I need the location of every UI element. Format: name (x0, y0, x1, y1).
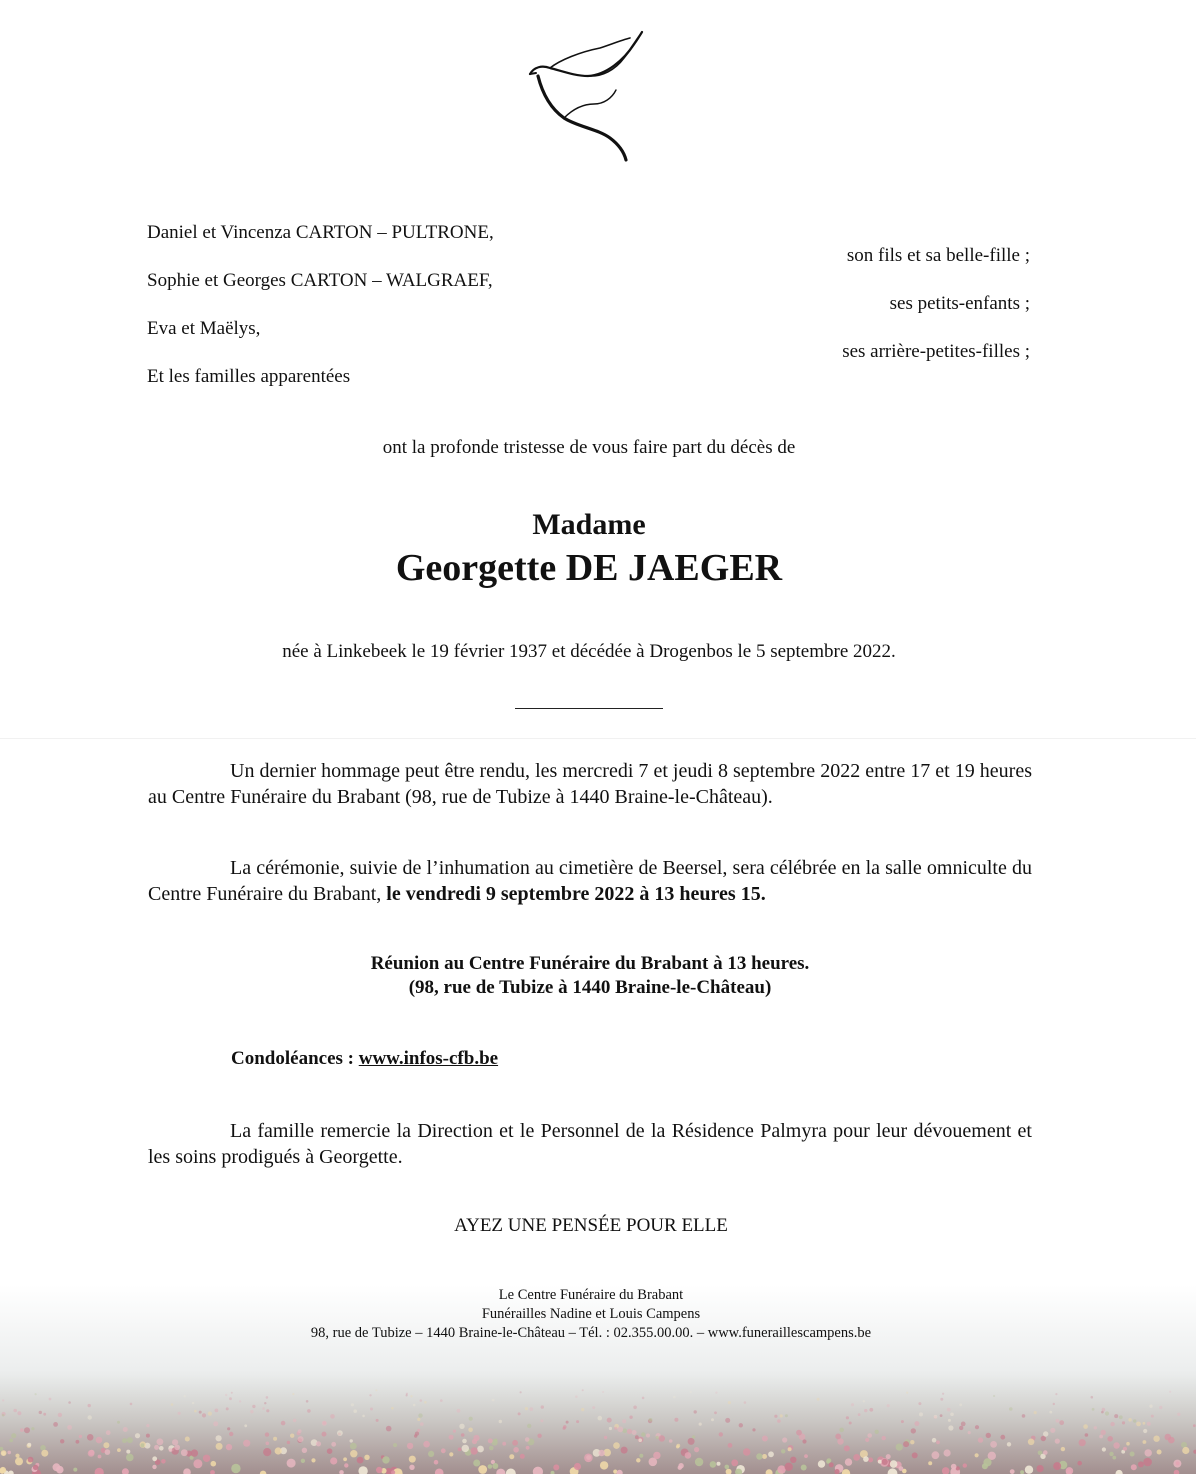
dove-icon (520, 30, 650, 165)
page-fold (0, 738, 1196, 739)
ceremonie-paragraph (148, 855, 1032, 907)
separator-line (515, 708, 663, 709)
relation-line-2: ses petits-enfants ; (889, 293, 1030, 314)
relation-line-1: son fils et sa belle-fille ; (846, 245, 1030, 266)
birth-death-dates: née à Linkebeek le 19 février 1937 et décédée à Drogenbos le 5 septembre 2022. (282, 641, 896, 662)
family-line-2: Sophie et Georges CARTON – WALGRAEF, (147, 270, 493, 291)
reunion-line-2: (98, rue de Tubize à 1440 Braine-le-Château) (408, 977, 772, 998)
hommage-paragraph (148, 758, 1032, 810)
family-line-1: Daniel et Vincenza CARTON – PULTRONE, (147, 222, 494, 243)
intro-text: ont la profonde tristesse de vous faire part du décès de (382, 437, 796, 458)
family-line-3: Eva et Maëlys, (147, 318, 261, 339)
pensee-text: AYEZ UNE PENSÉE POUR ELLE (454, 1215, 728, 1236)
remerciements-paragraph (148, 1118, 1032, 1170)
footer-line-2: Funérailles Nadine et Louis Campens (481, 1306, 701, 1322)
deceased-name: Georgette DE JAEGER (395, 547, 783, 589)
family-line-4: Et les familles apparentées (147, 366, 351, 387)
ceremonie-date: le vendredi 9 septembre 2022 à 13 heures 15. (386, 883, 766, 905)
remerciements-text: La famille remercie la Direction et le Personnel de la Résidence Palmyra pour leur dévouement et les soins prodigués à Georgette. (148, 1120, 1032, 1168)
relation-line-3: ses arrière-petites-filles ; (842, 341, 1030, 362)
hommage-text: Un dernier hommage peut être rendu, les mercredi 7 et jeudi 8 septembre 2022 entre 17 et 19 heures au Centre Funéraire du Brabant (98, rue de Tubize à 1440 Braine-le-Château). (148, 760, 1032, 808)
footer-line-1: Le Centre Funéraire du Brabant (498, 1287, 684, 1303)
deceased-title: Madame (532, 508, 646, 541)
condoleances (231, 1047, 498, 1071)
condoleances-label: Condoléances : (231, 1048, 359, 1069)
footer-line-3: 98, rue de Tubize – 1440 Braine-le-Château – Tél. : 02.355.00.00. – www.funeraillescampens.be (310, 1325, 872, 1341)
condoleances-link[interactable]: www.infos-cfb.be (358, 1048, 499, 1069)
ceremonie-text: La cérémonie, suivie de l’inhumation au cimetière de Beersel, sera célébrée en la salle omniculte du Centre Funéraire du Brabant, (148, 857, 1032, 905)
reunion-line-1: Réunion au Centre Funéraire du Brabant à 13 heures. (370, 953, 810, 974)
